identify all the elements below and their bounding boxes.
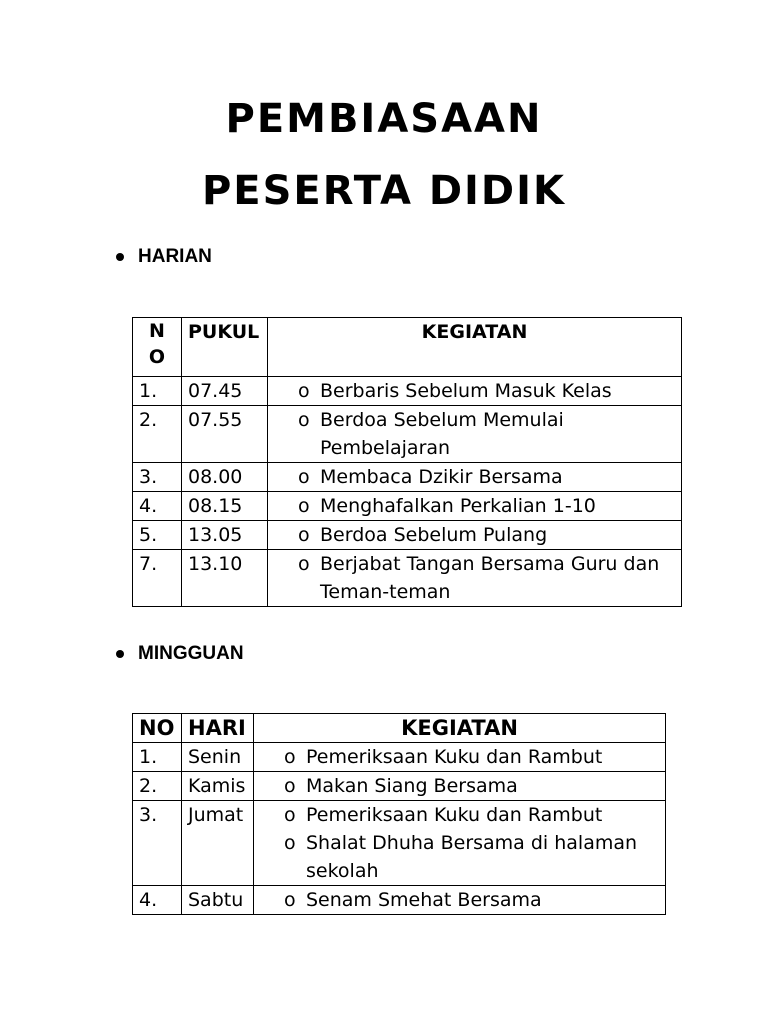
mingguan-cell-hari: Sabtu xyxy=(182,886,254,915)
harian-activity-item: o Menghafalkan Perkalian 1-10 xyxy=(296,492,675,520)
harian-row xyxy=(133,492,682,521)
mingguan-cell-hari: Kamis xyxy=(182,772,254,801)
mingguan-row xyxy=(133,886,666,915)
mingguan-activity-item: o Pemeriksaan Kuku dan Rambut xyxy=(282,743,659,771)
mingguan-activity-list xyxy=(282,886,659,914)
harian-cell-kegiatan xyxy=(268,463,682,492)
harian-activity-item: o Berdoa Sebelum Memulai Pembelajaran xyxy=(296,406,675,462)
mingguan-header-hari: HARI xyxy=(182,714,254,743)
harian-cell-kegiatan xyxy=(268,377,682,406)
harian-activity-list xyxy=(296,377,675,405)
harian-cell-no: 5. xyxy=(133,521,182,550)
mingguan-cell-no: 2. xyxy=(133,772,182,801)
harian-cell-no: 4. xyxy=(133,492,182,521)
mingguan-activity-item: o Senam Smehat Bersama xyxy=(282,886,659,914)
mingguan-activity-list xyxy=(282,743,659,771)
harian-activity-item: o Berjabat Tangan Bersama Guru dan Teman-teman xyxy=(296,550,675,606)
mingguan-cell-kegiatan xyxy=(254,772,666,801)
harian-row xyxy=(133,377,682,406)
mingguan-row xyxy=(133,743,666,772)
bullet-icon xyxy=(116,253,124,261)
harian-cell-pukul: 13.10 xyxy=(182,550,268,607)
mingguan-table xyxy=(132,713,666,915)
harian-row xyxy=(133,521,682,550)
mingguan-header-kegiatan: KEGIATAN xyxy=(254,714,666,743)
harian-activity-item: o Berdoa Sebelum Pulang xyxy=(296,521,675,549)
harian-header-no: NO xyxy=(133,318,182,377)
harian-table xyxy=(132,317,682,607)
harian-cell-no: 1. xyxy=(133,377,182,406)
harian-row xyxy=(133,406,682,463)
mingguan-activity-list xyxy=(282,801,659,885)
harian-activity-list xyxy=(296,521,675,549)
harian-activity-list xyxy=(296,463,675,491)
mingguan-cell-hari: Senin xyxy=(182,743,254,772)
mingguan-header-no: NO xyxy=(133,714,182,743)
mingguan-row xyxy=(133,801,666,886)
harian-cell-kegiatan xyxy=(268,550,682,607)
harian-header-pukul: PUKUL xyxy=(182,318,268,377)
harian-row xyxy=(133,463,682,492)
harian-cell-no: 3. xyxy=(133,463,182,492)
bullet-icon xyxy=(116,650,124,658)
harian-cell-pukul: 07.45 xyxy=(182,377,268,406)
harian-activity-list xyxy=(296,492,675,520)
mingguan-activity-item: o Shalat Dhuha Bersama di halaman sekolah xyxy=(282,829,659,885)
mingguan-activity-item: o Pemeriksaan Kuku dan Rambut xyxy=(282,801,659,829)
harian-activity-list xyxy=(296,550,675,606)
harian-row xyxy=(133,550,682,607)
mingguan-cell-hari: Jumat xyxy=(182,801,254,886)
harian-cell-pukul: 13.05 xyxy=(182,521,268,550)
harian-activity-list xyxy=(296,406,675,462)
harian-cell-no: 2. xyxy=(133,406,182,463)
title-line-1: PEMBIASAAN xyxy=(225,96,543,142)
harian-cell-kegiatan xyxy=(268,406,682,463)
title-line-2: PESERTA DIDIK xyxy=(201,168,566,214)
harian-header-kegiatan: KEGIATAN xyxy=(268,318,682,377)
harian-cell-pukul: 07.55 xyxy=(182,406,268,463)
section-mingguan-label: MINGGUAN xyxy=(138,643,244,664)
mingguan-cell-kegiatan xyxy=(254,886,666,915)
section-harian xyxy=(116,246,212,268)
harian-cell-kegiatan xyxy=(268,521,682,550)
mingguan-cell-no: 4. xyxy=(133,886,182,915)
section-harian-label: HARIAN xyxy=(138,246,212,267)
harian-activity-item: o Membaca Dzikir Bersama xyxy=(296,463,675,491)
mingguan-cell-kegiatan xyxy=(254,743,666,772)
mingguan-cell-no: 1. xyxy=(133,743,182,772)
harian-cell-pukul: 08.00 xyxy=(182,463,268,492)
mingguan-activity-list xyxy=(282,772,659,800)
section-mingguan xyxy=(116,643,244,665)
mingguan-cell-no: 3. xyxy=(133,801,182,886)
harian-cell-kegiatan xyxy=(268,492,682,521)
mingguan-activity-item: o Makan Siang Bersama xyxy=(282,772,659,800)
harian-cell-pukul: 08.15 xyxy=(182,492,268,521)
harian-cell-no: 7. xyxy=(133,550,182,607)
harian-activity-item: o Berbaris Sebelum Masuk Kelas xyxy=(296,377,675,405)
mingguan-row xyxy=(133,772,666,801)
mingguan-cell-kegiatan xyxy=(254,801,666,886)
